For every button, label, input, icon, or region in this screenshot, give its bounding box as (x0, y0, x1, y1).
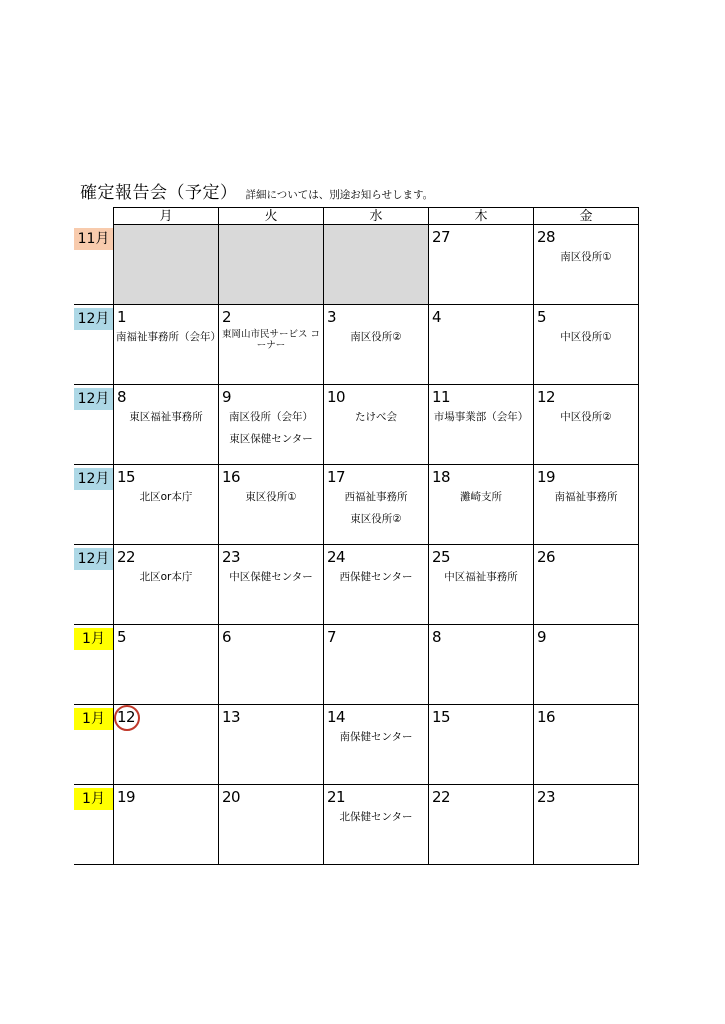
week-row (74, 225, 639, 305)
event-label: 東区役所② (350, 513, 402, 525)
event-label: 中区保健センター (229, 571, 313, 583)
weekday-wed: 水 (324, 208, 429, 225)
weekday-thu: 木 (429, 208, 534, 225)
week-row (74, 305, 639, 385)
day-cell (219, 465, 324, 545)
month-label: 1月 (74, 628, 113, 650)
week-row (74, 465, 639, 545)
day-cell (219, 625, 324, 705)
event-label: 北区or本庁 (139, 571, 193, 583)
day-number: 19 (537, 468, 556, 486)
event-list (534, 331, 638, 353)
day-number: 13 (222, 708, 241, 726)
week-row (74, 385, 639, 465)
day-number: 23 (537, 788, 556, 806)
month-cell (74, 385, 114, 465)
event-list (324, 731, 428, 753)
event-label: 中区役所① (560, 331, 612, 343)
day-cell (324, 305, 429, 385)
page-title: 確定報告会（予定） (80, 183, 238, 203)
day-cell (114, 545, 219, 625)
day-number: 25 (432, 548, 451, 566)
event-list (429, 411, 533, 433)
event-label: 南保健センター (339, 731, 413, 743)
event-list (114, 491, 218, 513)
day-cell (534, 545, 639, 625)
weekday-fri: 金 (534, 208, 639, 225)
day-number: 27 (432, 228, 451, 246)
month-cell (74, 625, 114, 705)
day-number: 5 (117, 628, 127, 646)
month-label: 12月 (74, 548, 113, 570)
day-number: 18 (432, 468, 451, 486)
month-cell (74, 705, 114, 785)
event-list (114, 411, 218, 433)
day-number: 8 (432, 628, 442, 646)
event-list (114, 331, 221, 353)
day-cell (429, 785, 534, 865)
day-number: 21 (327, 788, 346, 806)
event-list (324, 331, 428, 353)
day-number: 26 (537, 548, 556, 566)
header-corner (74, 208, 114, 225)
day-number: 11 (432, 388, 451, 406)
event-label: 東岡山市民サービス コーナー (221, 329, 321, 351)
day-number: 7 (327, 628, 337, 646)
day-cell (219, 545, 324, 625)
day-number: 3 (327, 308, 337, 326)
month-label: 12月 (74, 388, 113, 410)
event-label: 北保健センター (339, 811, 413, 823)
day-number: 19 (117, 788, 136, 806)
day-cell (429, 545, 534, 625)
event-label: 南福祉事務所 (554, 491, 618, 503)
event-list (219, 491, 323, 513)
day-number: 22 (432, 788, 451, 806)
day-cell (219, 385, 324, 465)
day-cell (429, 625, 534, 705)
event-label: 東区福祉事務所 (129, 411, 203, 423)
day-cell (534, 225, 639, 305)
event-label: 南区役所① (560, 251, 612, 263)
day-cell (114, 225, 219, 305)
event-list (324, 571, 428, 593)
event-label: 市場事業部（会年） (433, 411, 529, 423)
day-number: 14 (327, 708, 346, 726)
day-cell (219, 705, 324, 785)
day-number: 9 (537, 628, 547, 646)
day-cell (534, 385, 639, 465)
event-list (429, 571, 533, 593)
day-cell (429, 385, 534, 465)
day-cell (429, 225, 534, 305)
event-list (114, 571, 218, 593)
day-number: 9 (222, 388, 232, 406)
day-number: 12 (117, 708, 136, 726)
event-label: 西保健センター (339, 571, 413, 583)
week-row (74, 625, 639, 705)
day-cell (324, 225, 429, 305)
event-list (534, 251, 638, 273)
date-circle-marker (114, 705, 140, 731)
event-list (219, 571, 323, 593)
event-list (324, 411, 428, 433)
calendar-body (74, 225, 639, 865)
week-row (74, 785, 639, 865)
event-label: 東区役所① (245, 491, 297, 503)
day-number: 12 (537, 388, 556, 406)
day-cell (534, 305, 639, 385)
day-cell (219, 225, 324, 305)
month-cell (74, 465, 114, 545)
day-cell (324, 385, 429, 465)
day-cell (534, 785, 639, 865)
day-number: 16 (537, 708, 556, 726)
day-cell (429, 465, 534, 545)
day-cell (534, 465, 639, 545)
day-number: 10 (327, 388, 346, 406)
weekday-header-row (74, 208, 639, 225)
event-label: たけべ会 (355, 411, 397, 423)
day-cell (114, 305, 219, 385)
month-label: 12月 (74, 308, 113, 330)
event-list (534, 411, 638, 433)
day-number: 17 (327, 468, 346, 486)
weekday-tue: 火 (219, 208, 324, 225)
day-cell (324, 625, 429, 705)
day-number: 1 (117, 308, 127, 326)
event-label: 東区保健センター (229, 433, 313, 445)
day-number: 2 (222, 308, 232, 326)
day-number: 15 (117, 468, 136, 486)
day-number: 23 (222, 548, 241, 566)
day-cell (324, 705, 429, 785)
event-list (324, 491, 428, 535)
day-cell (429, 705, 534, 785)
day-number: 4 (432, 308, 442, 326)
day-cell (534, 625, 639, 705)
event-label: 灘崎支所 (460, 491, 502, 503)
event-label: 南区役所（会年） (229, 411, 313, 423)
event-label: 北区or本庁 (139, 491, 193, 503)
event-label: 中区役所② (560, 411, 612, 423)
day-cell (219, 305, 324, 385)
month-cell (74, 225, 114, 305)
month-label: 1月 (74, 708, 113, 730)
day-number: 8 (117, 388, 127, 406)
event-label: 南区役所② (350, 331, 402, 343)
day-cell (114, 465, 219, 545)
day-number: 22 (117, 548, 136, 566)
month-label: 11月 (74, 228, 113, 250)
day-number: 6 (222, 628, 232, 646)
event-label: 南福祉事務所（会年） (116, 331, 221, 343)
day-cell (324, 545, 429, 625)
weekday-mon: 月 (114, 208, 219, 225)
day-cell (114, 625, 219, 705)
day-number: 24 (327, 548, 346, 566)
day-cell (429, 305, 534, 385)
day-cell (324, 785, 429, 865)
calendar-table (74, 207, 639, 865)
day-number: 15 (432, 708, 451, 726)
day-cell (534, 705, 639, 785)
event-list (219, 411, 323, 455)
day-cell (114, 385, 219, 465)
month-cell (74, 785, 114, 865)
day-number: 28 (537, 228, 556, 246)
day-cell (114, 785, 219, 865)
event-list (324, 811, 428, 833)
day-cell (324, 465, 429, 545)
week-row (74, 705, 639, 785)
event-list (219, 329, 323, 351)
event-list (534, 491, 638, 513)
week-row (74, 545, 639, 625)
title-note: 詳細については、別途お知らせします。 (245, 189, 434, 201)
month-label: 1月 (74, 788, 113, 810)
month-cell (74, 545, 114, 625)
day-cell (219, 785, 324, 865)
event-label: 中区福祉事務所 (444, 571, 518, 583)
event-list (429, 491, 533, 513)
month-cell (74, 305, 114, 385)
day-number: 5 (537, 308, 547, 326)
day-cell (114, 705, 219, 785)
day-number: 16 (222, 468, 241, 486)
month-label: 12月 (74, 468, 113, 490)
event-label: 西福祉事務所 (344, 491, 408, 503)
day-number: 20 (222, 788, 241, 806)
title-row (80, 178, 433, 206)
